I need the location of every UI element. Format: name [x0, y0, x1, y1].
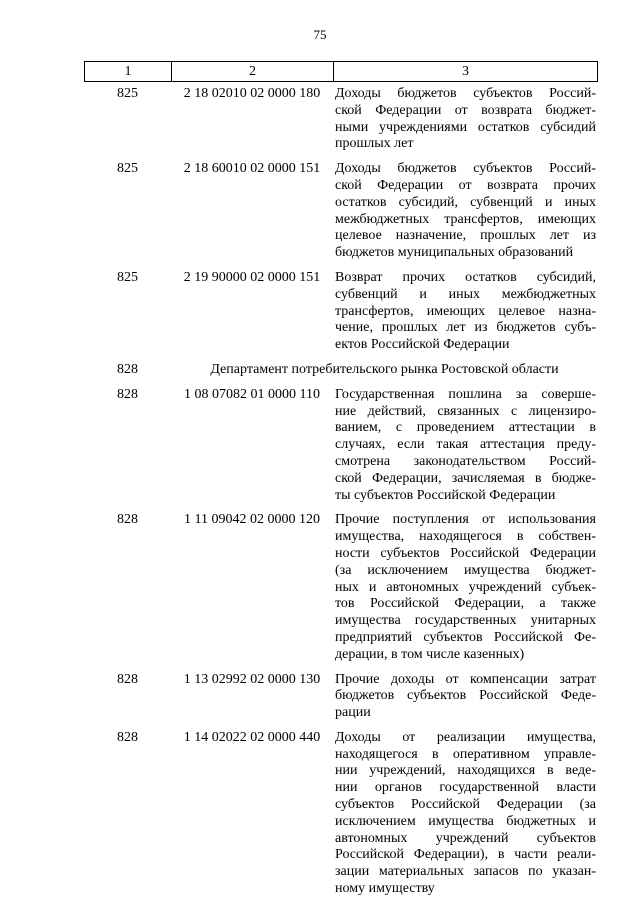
description-line: ской Федерации от возврата прочих	[335, 177, 596, 193]
table-row	[84, 672, 598, 722]
description-line: имущества, находящегося в собствен-	[335, 529, 596, 545]
description-line: ектов Российской Федерации	[335, 337, 510, 353]
description-line: зации материальных запасов по указан-	[335, 864, 596, 880]
admin-code: 825	[117, 269, 138, 285]
description-line: рации	[335, 705, 371, 721]
description-line: ской Федерации от возврата бюджет-	[335, 102, 596, 118]
admin-code: 828	[117, 671, 138, 687]
table-header	[84, 61, 598, 82]
description-line: Возврат прочих остатков субсидий,	[335, 269, 596, 285]
description-line: ние действий, связанных с лицензиро-	[335, 403, 596, 419]
table-row	[84, 362, 598, 379]
table-row	[84, 161, 598, 262]
table-row	[84, 270, 598, 354]
description-line: Прочие поступления от использования	[335, 512, 596, 528]
budget-classification-code: 1 11 09042 02 0000 120	[184, 512, 320, 528]
description-line: смотрена законодательством Россий-	[335, 453, 596, 469]
description-line: межбюджетных трансфертов, имеющих	[335, 211, 596, 227]
description-line: бюджетов субъектов Российской Феде-	[335, 688, 596, 704]
description-line: нии органов государственной власти	[335, 780, 596, 796]
header-col-2: 2	[172, 62, 334, 81]
income-description	[333, 161, 598, 262]
description-line: прошлых лет	[335, 136, 414, 152]
table-body	[84, 86, 598, 906]
page-number: 75	[313, 27, 327, 42]
description-line: предприятий субъектов Российской Фе-	[335, 629, 596, 645]
description-line: Российской Федерации), в части реали-	[335, 847, 596, 863]
table-row	[84, 730, 598, 898]
description-line: находящегося в оперативном управле-	[335, 746, 596, 762]
description-line: нии учреждений, находящихся в веде-	[335, 763, 596, 779]
budget-classification-code: 1 08 07082 01 0000 110	[184, 386, 320, 402]
description-line: ному имуществу	[335, 881, 435, 897]
admin-code: 828	[117, 361, 138, 377]
table-row	[84, 86, 598, 153]
admin-code: 825	[117, 161, 138, 177]
admin-code: 825	[117, 86, 138, 101]
description-line: автономных учреждений субъектов	[335, 830, 596, 846]
description-line: ных и автономных учреждений субъек-	[335, 579, 596, 595]
budget-classification-code: 2 18 02010 02 0000 180	[183, 86, 321, 101]
description-line: субвенций и иных межбюджетных	[335, 286, 596, 302]
description-line: Доходы бюджетов субъектов Россий-	[335, 161, 596, 177]
income-description	[333, 730, 598, 898]
income-description	[333, 270, 598, 354]
description-line: бюджетов муниципальных образований	[335, 245, 574, 261]
header-col-1: 1	[85, 62, 172, 81]
department-heading: Департамент потребительского рынка Ростовской области	[210, 361, 559, 377]
description-line: исключением имущества бюджетных и	[335, 813, 596, 829]
table-row	[84, 512, 598, 663]
budget-classification-code: 2 18 60010 02 0000 151	[183, 161, 321, 177]
table-row	[84, 387, 598, 505]
description-line: (за исключением имущества бюджет-	[335, 562, 596, 578]
description-line: случаях, если такая аттестация преду-	[335, 437, 596, 453]
income-description	[333, 672, 598, 722]
description-line: дерации, в том числе казенных)	[335, 646, 525, 662]
description-line: тов Российской Федерации, а также	[335, 596, 596, 612]
income-description	[333, 512, 598, 663]
admin-code: 828	[117, 729, 138, 745]
description-line: имущества государственных унитарных	[335, 613, 596, 629]
description-line: остатков субсидий, субвенций и иных	[335, 194, 596, 210]
budget-classification-code: 1 13 02992 02 0000 130	[183, 671, 321, 687]
description-line: целевое назначение, прошлых лет из	[335, 228, 596, 244]
description-line: трансфертов, имеющих целевое назна-	[335, 303, 596, 319]
budget-classification-code: 1 14 02022 02 0000 440	[183, 729, 321, 745]
description-line: ными учреждениями остатков субсидий	[335, 119, 596, 135]
description-line: Прочие доходы от компенсации затрат	[335, 671, 596, 687]
income-description	[333, 86, 598, 153]
description-line: ности субъектов Российской Федерации	[335, 545, 596, 561]
description-line: Доходы бюджетов субъектов Россий-	[335, 86, 596, 101]
income-description	[333, 387, 598, 505]
description-line: ской Федерации, зачисляемая в бюдже-	[335, 470, 596, 486]
description-line: чение, прошлых лет из бюджетов субъ-	[335, 320, 596, 336]
description-line: ты субъектов Российской Федерации	[335, 487, 556, 503]
description-line: субъектов Российской Федерации (за	[335, 797, 596, 813]
header-col-3: 3	[462, 63, 469, 79]
admin-code: 828	[117, 512, 138, 528]
admin-code: 828	[117, 386, 138, 402]
description-line: ванием, с проведением аттестации в	[335, 420, 596, 436]
description-line: Государственная пошлина за соверше-	[335, 386, 596, 402]
description-line: Доходы от реализации имущества,	[335, 729, 596, 745]
budget-classification-code: 2 19 90000 02 0000 151	[183, 269, 321, 285]
